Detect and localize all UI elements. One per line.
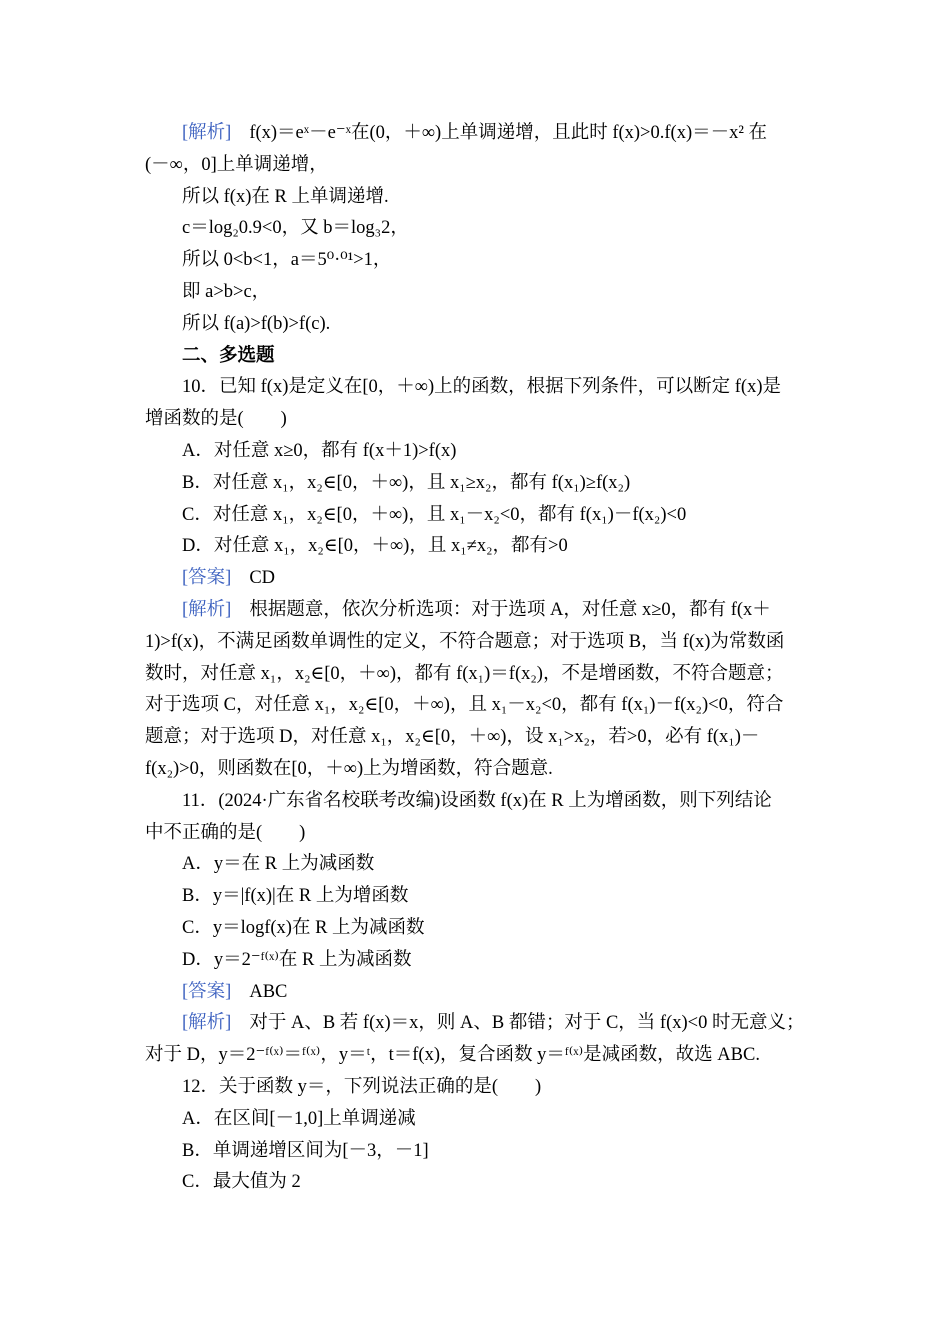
line-1: [解析] f(x)＝eˣ－e⁻ˣ在(0，＋∞)上单调递增，且此时 f(x)>0.f(x)＝－x² 在 <box>182 123 768 143</box>
option-b: B．对任意 x₁，x₂∈[0，＋∞)，且 x₁≥x₂，都有 f(x₁)≥f(x₂) <box>182 472 631 493</box>
analysis-line: [解析] 对于 A、B 若 f(x)＝x，则 A、B 都错；对于 C，当 f(x)<0 时无意义； <box>182 1013 805 1034</box>
option-b: B．单调递增区间为[－3，－1] <box>182 1140 429 1161</box>
option-a: A．在区间[－1,0]上单调递减 <box>182 1108 416 1129</box>
question-11-stem-cont: 中不正确的是( ) <box>145 822 306 843</box>
question-11-stem: 11．(2024·广东省名校联考改编)设函数 f(x)在 R 上为增函数，则下列结论 <box>182 790 772 811</box>
question-10-stem: 10．已知 f(x)是定义在[0，＋∞)上的函数，根据下列条件，可以断定 f(x)是 <box>182 377 781 398</box>
line-5: 所以 0<b<1，a＝5⁰·⁰¹>1， <box>182 250 392 271</box>
answer-line: [答案] ABC <box>182 981 288 1002</box>
analysis-line: [解析] 根据题意，依次分析选项：对于选项 A，对任意 x≥0，都有 f(x＋ <box>182 599 771 620</box>
line-7: 所以 f(a)>f(b)>f(c). <box>182 313 331 334</box>
option-b: B．y＝|f(x)|在 R 上为增函数 <box>182 886 409 907</box>
analysis-line: 1)>f(x)，不满足函数单调性的定义，不符合题意；对于选项 B，当 f(x)为常数函 <box>145 631 785 652</box>
analysis-tag: [解析] <box>182 123 232 143</box>
answer-line: [答案] CD <box>182 568 276 589</box>
option-a: A．y＝在 R 上为减函数 <box>182 854 375 875</box>
line-2: (－∞，0]上单调递增， <box>145 154 328 175</box>
analysis-line: 对于选项 C，对任意 x₁，x₂∈[0，＋∞)，且 x₁－x₂<0，都有 f(x₁)－f(x₂)<0，符合 <box>145 695 784 716</box>
analysis-tag: [解析] <box>182 1013 232 1034</box>
question-10-stem-cont: 增函数的是( ) <box>145 409 287 430</box>
analysis-line: 对于 D，y＝2⁻ᶠ⁽ˣ⁾＝ᶠ⁽ˣ⁾，y＝ᵗ，t＝f(x)，复合函数 y＝ᶠ⁽ˣ⁾是减函数，故选 ABC. <box>145 1045 760 1066</box>
line-4: c＝log₂0.9<0，又 b＝log₃2， <box>182 218 409 239</box>
option-a: A．对任意 x≥0，都有 f(x＋1)>f(x) <box>182 440 457 461</box>
option-c: C．最大值为 2 <box>182 1172 301 1193</box>
option-c: C．y＝logf(x)在 R 上为减函数 <box>182 917 425 938</box>
line-3: 所以 f(x)在 R 上单调递增. <box>182 186 389 207</box>
analysis-tag: [解析] <box>182 599 232 620</box>
question-12-stem: 12．关于函数 y＝，下列说法正确的是( ) <box>182 1076 542 1097</box>
analysis-line: 题意；对于选项 D，对任意 x₁，x₂∈[0，＋∞)，设 x₁>x₂，若>0，必有 f(x₁)－ <box>145 727 760 748</box>
section-heading: 二、多选题 <box>182 345 275 366</box>
answer-tag: [答案] <box>182 981 232 1002</box>
analysis-line: f(x₂)>0，则函数在[0，＋∞)上为增函数，符合题意. <box>145 758 553 779</box>
option-c: C．对任意 x₁，x₂∈[0，＋∞)，且 x₁－x₂<0，都有 f(x₁)－f(x₂)<0 <box>182 504 687 525</box>
option-d: D．y＝2⁻ᶠ⁽ˣ⁾在 R 上为减函数 <box>182 949 412 970</box>
option-d: D．对任意 x₁，x₂∈[0，＋∞)，且 x₁≠x₂，都有>0 <box>182 536 568 557</box>
document-body <box>145 118 813 1199</box>
answer-tag: [答案] <box>182 568 232 589</box>
line-6: 即 a>b>c， <box>182 281 271 302</box>
analysis-line: 数时，对任意 x₁，x₂∈[0，＋∞)，都有 f(x₁)＝f(x₂)，不是增函数，不符合题意； <box>145 663 784 684</box>
